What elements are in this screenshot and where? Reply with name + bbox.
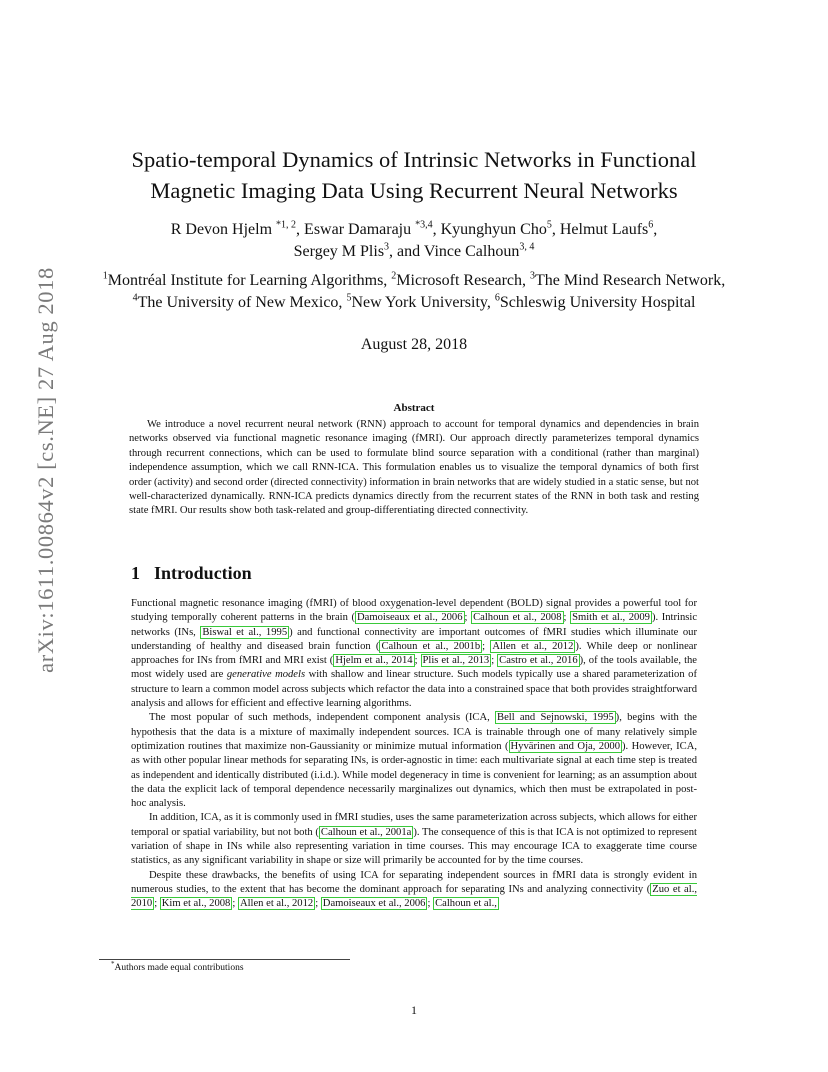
author-line-1: [120, 219, 708, 241]
citation-link[interactable]: Zuo et al., 2010: [131, 883, 698, 910]
text-run: ). However, ICA, as with other popular linear methods for separating INs, is order-agnostic in time: each multivariate signal at each time step is treated as independent and identically distributed (i.i.d.). While model degeneracy in time is convenient for learning; as an assumption about the data the explicit lack of temporal dependence necessarily marginalizes out dynamics, which then must be extrapolated in post-hoc analysis.: [131, 740, 697, 810]
citation-link[interactable]: Damoiseaux et al., 2006: [322, 898, 426, 910]
text-run: ). While deep or nonlinear approaches for INs from fMRI and MRI exist (: [131, 640, 698, 667]
author-separator: ,: [653, 221, 658, 238]
author-name: , and Vince Calhoun: [389, 243, 520, 260]
author-list: [120, 219, 708, 263]
arxiv-identifier: [24, 267, 68, 673]
author-name: , Kyunghyun Cho: [432, 221, 547, 238]
introduction-body: [131, 597, 697, 912]
author-name: , Eswar Damaraju: [296, 221, 412, 238]
citation-link[interactable]: Allen et al., 2012: [492, 640, 574, 652]
citation-link[interactable]: Biswal et al., 1995: [202, 626, 288, 638]
affiliation-text: Microsoft Research,: [396, 272, 531, 289]
affiliation-text: Schleswig University Hospital: [499, 294, 696, 311]
paragraph: [131, 869, 697, 912]
paragraph: [131, 711, 697, 811]
affiliation-text: Montréal Institute for Learning Algorithms,: [107, 272, 392, 289]
citation-link[interactable]: Hjelm et al., 2014: [335, 655, 413, 667]
text-run: ;: [315, 898, 321, 910]
text-run: Despite these drawbacks, the benefits of using ICA for separating independent sources in fMRI data is strongly evident in numerous studies, to the extent that has become the dominant approach for separating INs and analyzing connectivity (: [131, 869, 697, 895]
text-run: ;: [563, 612, 571, 624]
affiliation-line-2: [70, 292, 758, 314]
author-name: R Devon Hjelm: [170, 221, 273, 238]
text-run: ;: [491, 655, 498, 667]
affiliation-text: The Mind Research Network,: [535, 272, 726, 289]
text-run: ;: [154, 898, 160, 910]
title-line-1: Spatio-temporal Dynamics of Intrinsic Networks in Functional: [131, 147, 697, 172]
affiliations: [70, 270, 758, 314]
citation-link[interactable]: Damoiseaux et al., 2006: [357, 612, 463, 624]
author-superscript: 3, 4: [519, 241, 535, 253]
citation-link[interactable]: Allen et al., 2012: [239, 898, 314, 910]
text-run: ), of the tools available, the most widely used are: [131, 655, 698, 681]
abstract-heading: Abstract: [393, 402, 435, 414]
citation-link[interactable]: Kim et al., 2008: [161, 898, 231, 910]
paragraph: [131, 597, 697, 711]
text-run: ;: [482, 640, 491, 652]
author-superscript: *1, 2: [276, 219, 297, 231]
affiliation-mark: 6: [494, 292, 500, 304]
section-number: 1: [131, 563, 140, 583]
affiliation-text: New York University,: [351, 294, 495, 311]
footnote-text: Authors made equal contributions: [114, 963, 244, 973]
paper-title: [100, 144, 728, 206]
citation-link[interactable]: Bell and Sejnowski, 1995: [497, 712, 614, 724]
footnote: [111, 959, 244, 973]
citation-link[interactable]: Calhoun et al., 2001a: [320, 826, 412, 838]
text-run: ;: [464, 612, 472, 624]
section-heading: [131, 563, 252, 584]
publication-date: August 28, 2018: [360, 336, 468, 353]
author-superscript: 3: [384, 241, 390, 253]
title-line-2: Magnetic Imaging Data Using Recurrent Neural Networks: [150, 178, 678, 203]
text-run: ;: [414, 655, 421, 667]
text-run: ), begins with the hypothesis that the data is a mixture of maximally independent sources. ICA is trainable through one of many relatively simple optimization routines that maximize non-Gaussianity or minimize mutual information (: [131, 712, 697, 752]
author-name: , Helmut Laufs: [551, 221, 649, 238]
paragraph: [131, 811, 697, 868]
affiliation-mark: 2: [391, 270, 397, 282]
text-run: ;: [427, 898, 434, 910]
text-run: In addition, ICA, as it is commonly used in fMRI studies, uses the same parameterization across subjects, which allows for either temporal or spatial variability, but not both (: [131, 812, 697, 838]
affiliation-mark: 1: [102, 270, 108, 282]
text-run: Functional magnetic resonance imaging (fMRI) of blood oxygenation-level dependent (BOLD) signal provides a powerful tool for studying temporally coherent patterns in the brain (: [131, 598, 697, 624]
affiliation-mark: 3: [530, 270, 536, 282]
citation-link[interactable]: Calhoun et al., 2001b: [381, 640, 481, 652]
author-superscript: 6: [648, 219, 654, 231]
citation-link[interactable]: Plis et al., 2013: [422, 655, 490, 667]
abstract-body: [129, 418, 699, 519]
citation-link[interactable]: Castro et al., 2016: [499, 655, 578, 667]
arxiv-identifier-text: arXiv:1611.00864v2 [cs.NE] 27 Aug 2018: [33, 267, 58, 673]
author-superscript: 5: [546, 219, 552, 231]
text-run: ;: [232, 898, 238, 910]
footnote-mark: *: [111, 959, 115, 968]
author-name: Sergey M Plis: [293, 243, 385, 260]
affiliation-mark: 4: [132, 292, 138, 304]
affiliation-line-1: [70, 270, 758, 292]
footnote-rule: [99, 959, 350, 960]
text-run: ) and functional connectivity are important outcomes of fMRI studies which illuminate our understanding of healthy and diseased brain function (: [131, 626, 697, 652]
citation-link[interactable]: Calhoun et al., 2008: [473, 612, 562, 624]
author-superscript: *3,4: [415, 219, 433, 231]
abstract-text: We introduce a novel recurrent neural network (RNN) approach to account for temporal dynamics and dependencies in brain networks observed via functional magnetic resonance imaging (fMRI). Our approach directly parameterizes temporal dynamics through recurrent connections, which can be used to formulate blind source separation with a conditional (rather than marginal) independence assumption, which we call RNN-ICA. This formulation enables us to visualize the temporal dynamics of both first order (activity) and second order (directed connectivity) information in brain networks that are widely studied in a static sense, but not well-characterized dynamically. RNN-ICA predicts dynamics directly from the recurrent states of the RNN in both task and resting state fMRI. Our results show both task-related and group-differentiating directed connectivity.: [129, 419, 699, 517]
page-number: 1: [411, 1003, 417, 1017]
section-title: Introduction: [154, 563, 252, 583]
emphasis-text: generative models: [226, 669, 306, 681]
author-line-2: [120, 241, 708, 263]
text-run: The most popular of such methods, independent component analysis (ICA,: [149, 712, 496, 724]
citation-link[interactable]: Calhoun et al.,: [435, 898, 497, 910]
text-run: with shallow and linear structure. Such models typically use a shared parameterization of structure to learn a common model across subjects which refactor the data into a constrained space that both provides straightforward analysis and allows for efficient and effective learning algorithms.: [131, 669, 697, 710]
citation-link[interactable]: Smith et al., 2009: [572, 612, 650, 624]
text-run: ). Intrinsic networks (INs,: [131, 612, 698, 638]
text-run: ). The consequence of this is that ICA is not optimized to represent variation of shape in INs while also representing variation in time courses. This may encourage ICA to exaggerate time course statistics, as any significant variability in shape or size will primarily be accounted for by the time courses.: [131, 826, 697, 867]
affiliation-mark: 5: [346, 292, 352, 304]
citation-link[interactable]: Hyvärinen and Oja, 2000: [510, 740, 620, 752]
affiliation-text: The University of New Mexico,: [137, 294, 347, 311]
